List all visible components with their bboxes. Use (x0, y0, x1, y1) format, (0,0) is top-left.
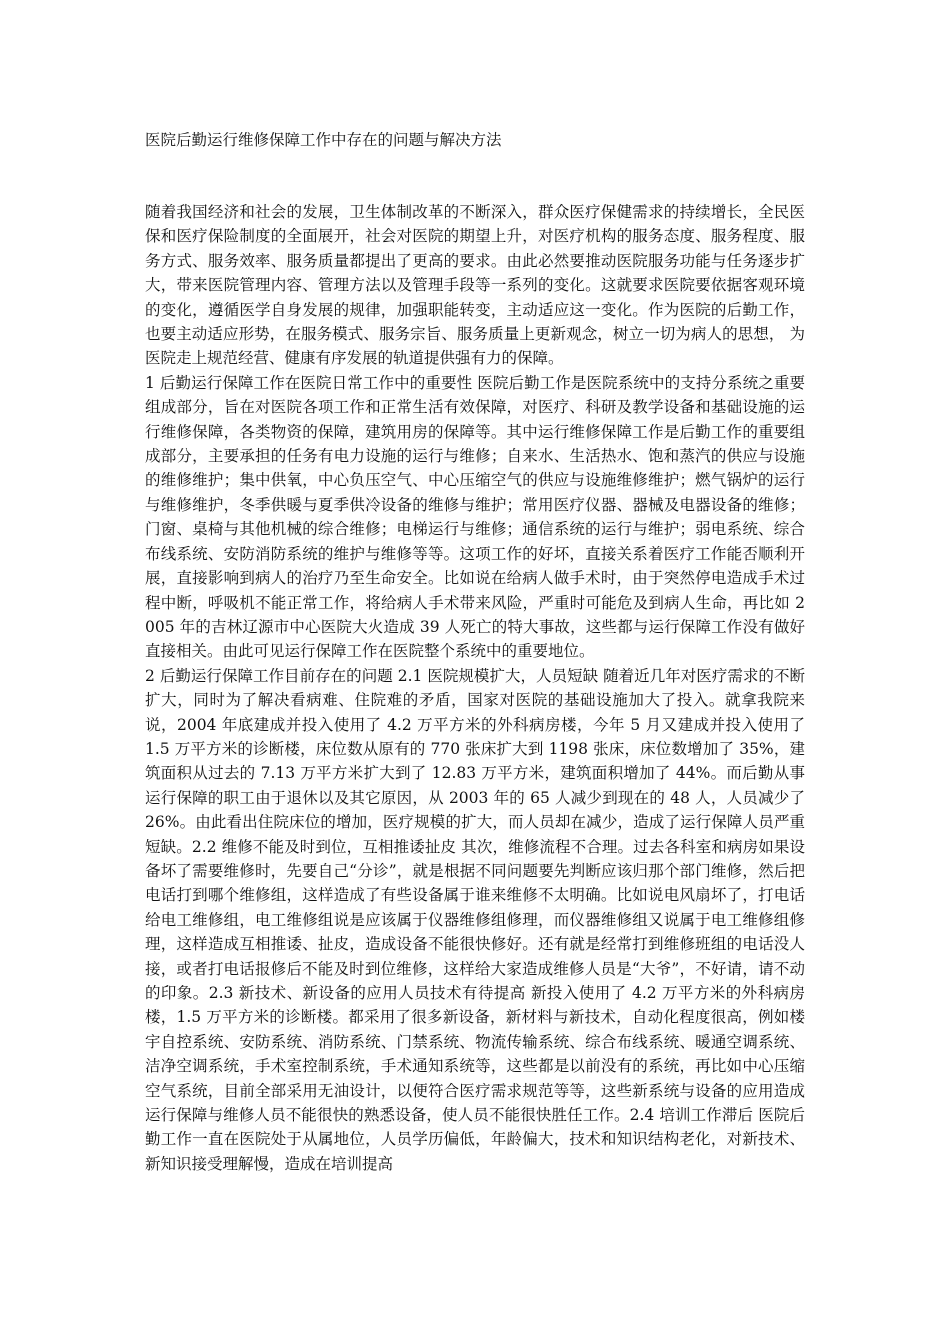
document-title: 医院后勤运行维修保障工作中存在的问题与解决方法 (145, 131, 502, 149)
paragraph-section-2: 2 后勤运行保障工作目前存在的问题 2.1 医院规模扩大，人员短缺 随着近几年对医疗需求的不断扩大，同时为了解决看病难、住院难的矛盾，国家对医院的基础设施加大了投入。就拿我院来说，2004 年底建成并投入使用了 4.2 万平方米的外科病房楼，今年 5 月又建成并投入使用了 1.5 万平方米的诊断楼，床位数从原有的 770 张床扩大到 1198 张床，床位数增加了 35%，建筑面积从过去的 7.13 万平方米扩大到了 12.83 万平方米，建筑面积增加了 44%。而后勤从事运行保障的职工由于退休以及其它原因，从 2003 年的 65 人减少到现在的 48 人，人员减少了 26%。由此看出住院床位的增加，医疗规模的扩大，而人员却在减少，造成了运行保障人员严重短缺。2.2 维修不能及时到位，互相推诿扯皮 其次，维修流程不合理。过去各科室和病房如果设备坏了需要维修时，先要自己“分诊”，就是根据不同问题要先判断应该归那个部门维修，然后把电话打到哪个维修组，这样造成了有些设备属于谁来维修不太明确。比如说电风扇坏了，打电话给电工维修组，电工维修组说是应该属于仪器维修组修理，而仪器维修组又说属于电工维修组修理，这样造成互相推诿、扯皮，造成设备不能很快修好。还有就是经常打到维修班组的电话没人接，或者打电话报修后不能及时到位维修，这样给大家造成维修人员是“大爷”，不好请，请不动的印象。2.3 新技术、新设备的应用人员技术有待提高 新投入使用了 4.2 万平方米的外科病房楼，1.5 万平方米的诊断楼。都采用了很多新设备，新材料与新技术，自动化程度很高，例如楼宇自控系统、安防系统、消防系统、门禁系统、物流传输系统、综合布线系统、暖通空调系统、洁净空调系统，手术室控制系统，手术通知系统等，这些都是以前没有的系统，再比如中心压缩空气系统，目前全部采用无油设计，以便符合医疗需求规范等等，这些新系统与设备的应用造成运行保障与维修人员不能很快的熟悉设备，使人员不能很快胜任工作。2.4 培训工作滞后 医院后勤工作一直在医院处于从属地位，人员学历偏低，年龄偏大，技术和知识结构老化，对新技术、新知识接受理解慢，造成在培训提高 (145, 666, 805, 1173)
paragraph-section-1: 1 后勤运行保障工作在医院日常工作中的重要性 医院后勤工作是医院系统中的支持分系统之重要组成部分，旨在对医院各项工作和正常生活有效保障，对医疗、科研及教学设备和基础设施的运行维修保障，各类物资的保障，建筑用房的保障等。其中运行维修保障工作是后勤工作的重要组成部分，主要承担的任务有电力设施的运行与维修；自来水、生活热水、饱和蒸汽的供应与设施的维修维护；集中供氧，中心负压空气、中心压缩空气的供应与设施维修维护；燃气锅炉的运行与维修维护，冬季供暖与夏季供冷设备的维修与维护；常用医疗仪器、器械及电器设备的维修；门窗、桌椅与其他机械的综合维修；电梯运行与维修；通信系统的运行与维护；弱电系统、综合布线系统、安防消防系统的维护与维修等等。这项工作的好坏，直接关系着医疗工作能否顺利开展，直接影响到病人的治疗乃至生命安全。比如说在给病人做手术时，由于突然停电造成手术过程中断，呼吸机不能正常工作，将给病人手术带来风险，严重时可能危及到病人生命，再比如 2005 年的吉林辽源市中心医院大火造成 39 人死亡的特大事故，这些都与运行保障工作没有做好直接相关。由此可见运行保障工作在医院整个系统中的重要地位。 (145, 373, 805, 661)
paragraph-intro: 随着我国经济和社会的发展，卫生体制改革的不断深入，群众医疗保健需求的持续增长，全民医保和医疗保险制度的全面展开，社会对医院的期望上升，对医疗机构的服务态度、服务程度、服务方式、服务效率、服务质量都提出了更高的要求。由此必然要推动医院服务功能与任务逐步扩大，带来医院管理内容、管理方法以及管理手段等一系列的变化。这就要求医院要依据客观环境的变化，遵循医学自身发展的规律，加强职能转变，主动适应这一变化。作为医院的后勤工作，也要主动适应形势，在服务模式、服务宗旨、服务质量上更新观念，树立一切为病人的思想， 为医院走上规范经营、健康有序发展的轨道提供强有力的保障。 (145, 203, 805, 368)
document-body (145, 200, 805, 1176)
